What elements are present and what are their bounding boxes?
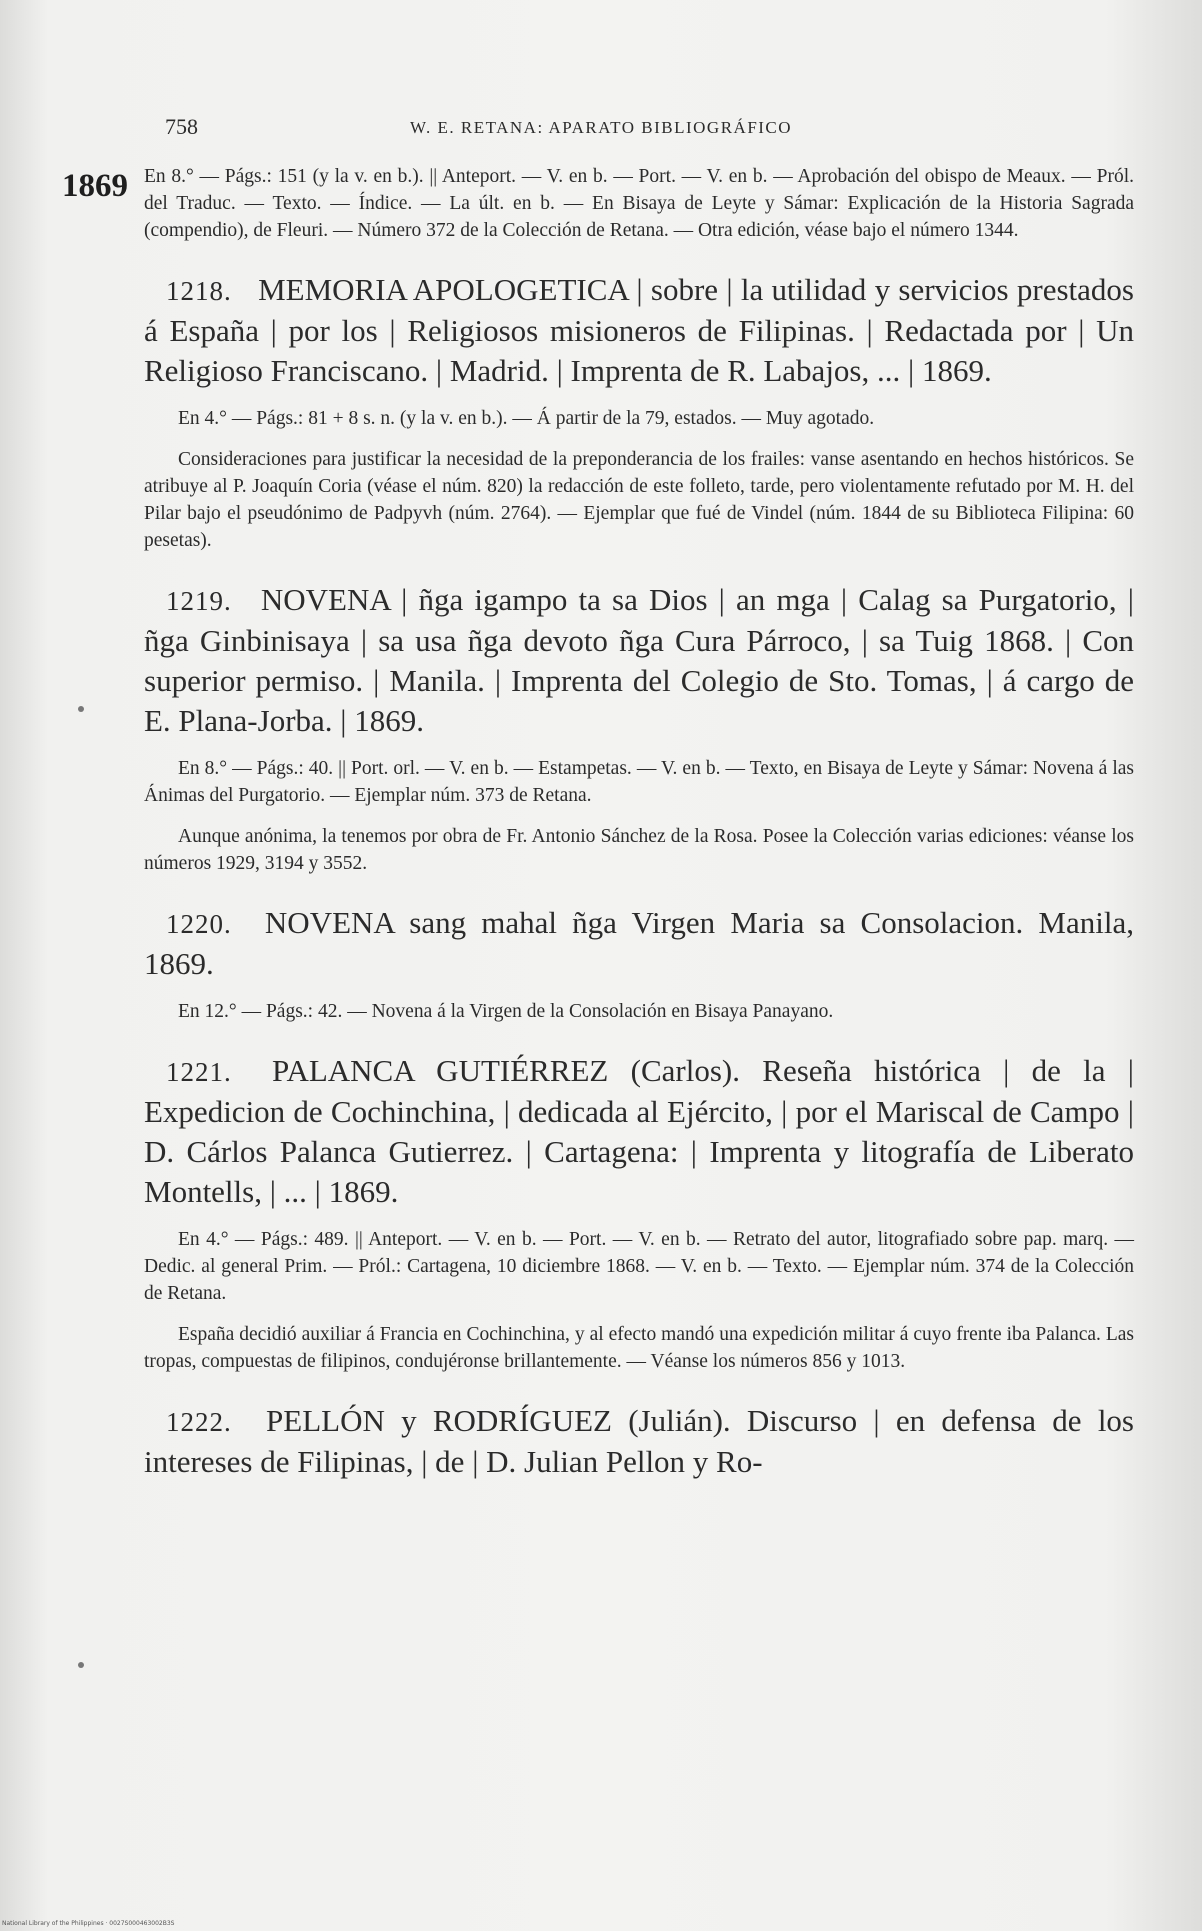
entry-1221 <box>144 1051 1134 1212</box>
page-number: 758 <box>165 114 198 139</box>
entry-note: Consideraciones para justificar la necesidad de la preponderancia de los frailes: vanse asentando en hechos históricos. Se atribuye al P. Joaquín Coria (véase el núm. 820) la redacción de este folleto, tarde, pero violentamente refutado por M. H. del Pilar bajo el pseudónimo de Padpyvh (núm. 2764). — Ejemplar que fué de Vindel (núm. 1844 de su Biblioteca Filipina: 60 pesetas). <box>144 449 1134 551</box>
entry-description: En 12.° — Págs.: 42. — Novena á la Virgen de la Consolación en Bisaya Panayano. <box>178 1001 834 1022</box>
margin-speck <box>78 1662 84 1668</box>
scan-footer: National Library of the Philippines · 0027S000463002B3S <box>2 1920 175 1927</box>
entry-title: NOVENA sang mahal ñga Virgen Maria sa Consolacion. Manila, 1869. <box>144 905 1134 981</box>
entry-1218 <box>144 270 1134 391</box>
entry-title: PELLÓN y RODRÍGUEZ (Julián). Discurso | en defensa de los intereses de Filipinas, | de | D. Julian Pellon y Ro- <box>144 1403 1134 1479</box>
continuation-description: En 8.° — Págs.: 151 (y la v. en b.). || Anteport. — V. en b. — Port. — V. en b. — Aprobación del obispo de Meaux. — Pról. del Traduc. — Texto. — Índice. — La últ. en b. — En Bisaya de Leyte y Sámar: Explicación de la Historia Sagrada (compendio), de Fleuri. — Número 372 de la Colección de Retana. — Otra edición, véase bajo el número 1344. <box>144 166 1134 241</box>
entry-note: Aunque anónima, la tenemos por obra de Fr. Antonio Sánchez de la Rosa. Posee la Colección varias ediciones: véanse los números 1929, 3194 y 3552. <box>144 826 1134 874</box>
entry-number: 1218. <box>166 276 232 306</box>
entry-description: En 4.° — Págs.: 81 + 8 s. n. (y la v. en b.). — Á partir de la 79, estados. — Muy agotado. <box>178 408 875 429</box>
entry-title: MEMORIA APOLOGETICA | sobre | la utilidad y servicios prestados á España | por los | Religiosos misioneros de Filipinas. | Redactada por | Un Religioso Franciscano. | Madrid. | Imprenta de R. Labajos, ... | 1869. <box>144 272 1134 388</box>
entry-note: España decidió auxiliar á Francia en Cochinchina, y al efecto mandó una expedición militar á cuyo frente iba Palanca. Las tropas, compuestas de filipinos, condujéronse brillantemente. — Véanse los números 856 y 1013. <box>144 1324 1134 1372</box>
entry-1219 <box>144 580 1134 741</box>
entry-1220 <box>144 903 1134 984</box>
entry-number: 1220. <box>166 909 232 939</box>
page-body <box>144 163 1134 1482</box>
entry-number: 1219. <box>166 586 232 616</box>
entry-1222 <box>144 1401 1134 1482</box>
entry-description: En 4.° — Págs.: 489. || Anteport. — V. en b. — Port. — V. en b. — Retrato del autor, litografiado sobre pap. marq. — Dedic. al general Prim. — Pról.: Cartagena, 10 diciembre 1868. — V. en b. — Texto. — Ejemplar núm. 374 de la Colección de Retana. <box>144 1229 1134 1304</box>
running-title: W. E. RETANA: APARATO BIBLIOGRÁFICO <box>410 118 793 137</box>
entry-number: 1221. <box>166 1057 232 1087</box>
margin-speck <box>78 706 84 712</box>
entry-description: En 8.° — Págs.: 40. || Port. orl. — V. en b. — Estampetas. — V. en b. — Texto, en Bisaya de Leyte y Sámar: Novena á las Ánimas del Purgatorio. — Ejemplar núm. 373 de Retana. <box>144 758 1134 806</box>
entry-title: PALANCA GUTIÉRREZ (Carlos). Reseña histórica | de la | Expedicion de Cochinchina, | dedicada al Ejército, | por el Mariscal de Campo | D. Cárlos Palanca Gutierrez. | Cartagena: | Imprenta y litografía de Liberato Montells, | ... | 1869. <box>144 1053 1135 1209</box>
entry-title: NOVENA | ñga igampo ta sa Dios | an mga | Calag sa Purgatorio, | ñga Ginbinisaya | sa usa ñga devoto ñga Cura Párroco, | sa Tuig 1868. | Con superior permiso. | Manila. | Imprenta del Colegio de Sto. Tomas, | á cargo de E. Plana-Jorba. | 1869. <box>144 582 1134 738</box>
entry-number: 1222. <box>166 1407 232 1437</box>
margin-year: 1869 <box>62 168 128 204</box>
